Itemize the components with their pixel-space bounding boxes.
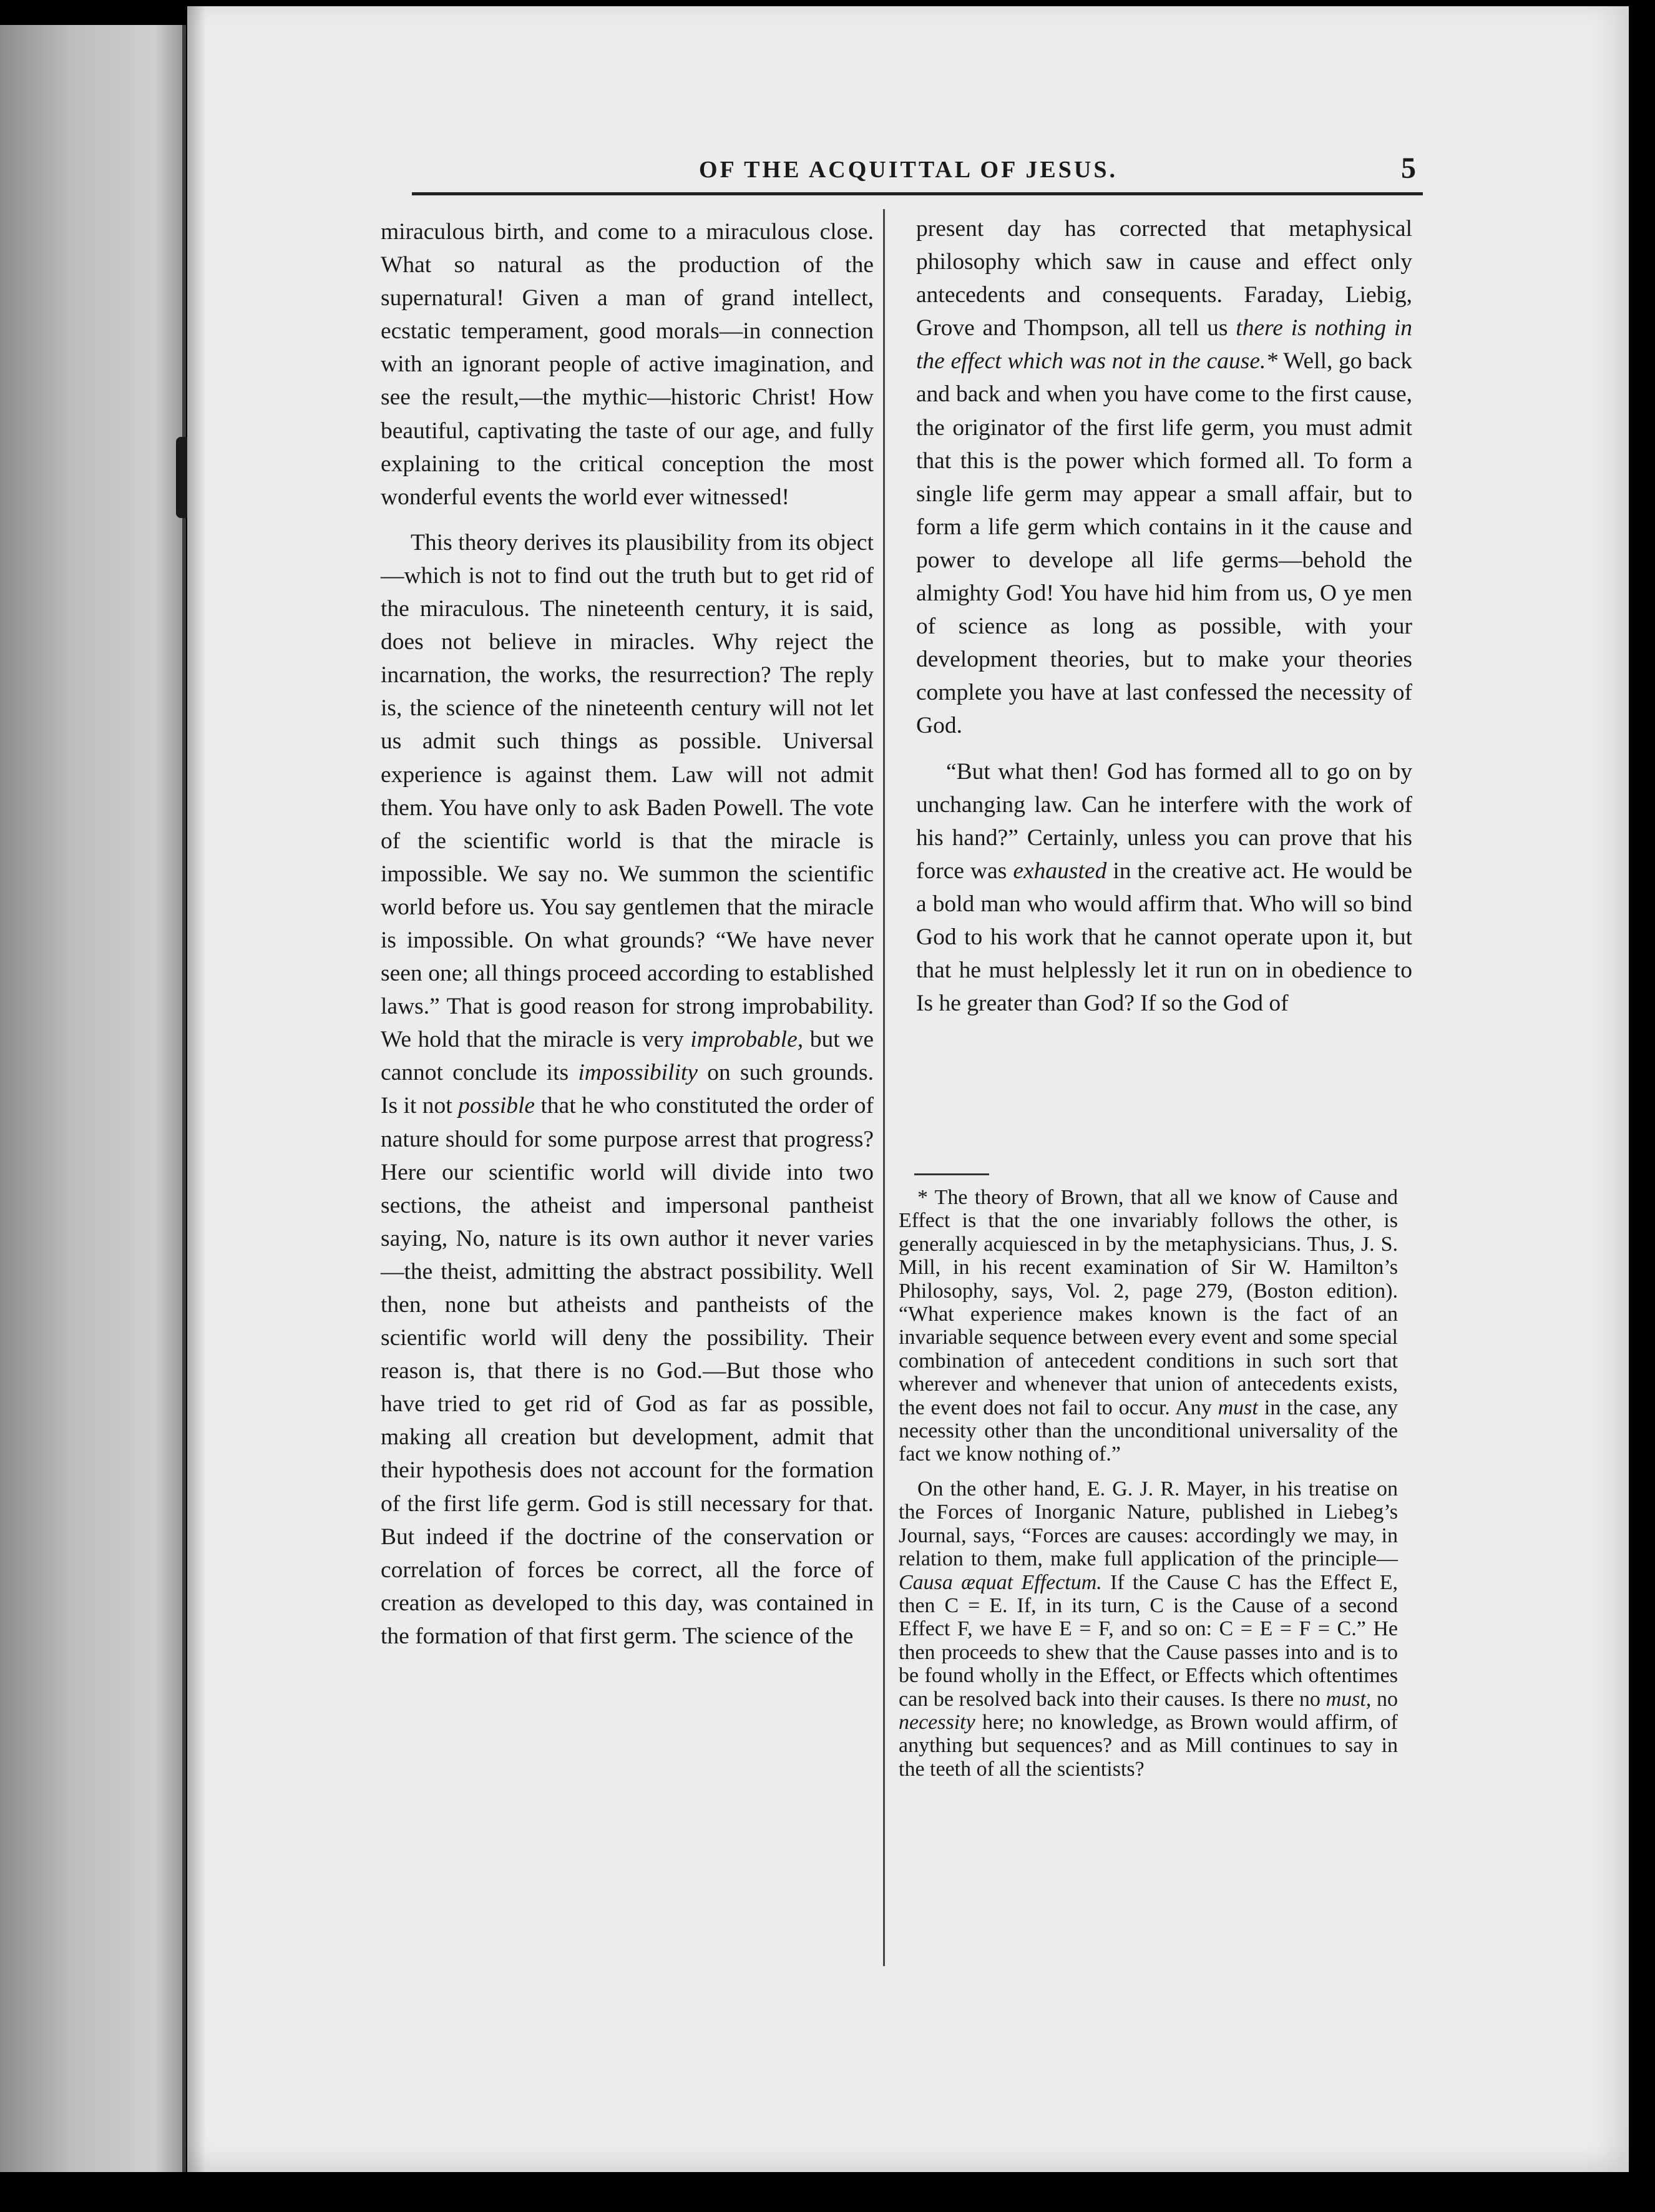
paragraph-text: that he who constituted the order of nature should for some purpose arrest that progress? Here our scientific world will divide into two sections, the atheist and impersonal pantheist saying, No, nature is its own author it never varies—the theist, admitting the abstract possibility. Well then, none but atheists and pantheists of the scientific world will deny the possibility. Their reason is, that there is no God.—But those who have tried to get rid of God as far as possible, making all creation but development, admit that their hypothesis does not account for the formation of the first life germ. God is still necessary for that. But indeed if the doctrine of the conservation or correlation of forces be correct, all the force of creation as developed to this day, was contained in the formation of that first germ. The science of the bbox=[381, 1093, 874, 1649]
column-divider bbox=[883, 209, 885, 1966]
italic-text: exhausted bbox=[1013, 858, 1107, 884]
paragraph-text: but we cannot conclude its bbox=[381, 1027, 874, 1086]
paragraph-text: miraculous birth, and come to a miraculous close. What so natural as the production of the supernatural! Given a man of grand intellect, ecstatic temperament, good morals—in connection with an ignorant people of active imagination, and see the result,—the mythic—historic Christ! How beautiful, captivating the taste of our age, and fully explaining to the critical conception the most wonderful events the world ever witnessed! bbox=[381, 219, 874, 510]
header-rule bbox=[412, 192, 1423, 195]
italic-text: possible bbox=[458, 1093, 535, 1119]
footnote-text: here; no knowledge, as Brown would affirm, of anything but sequences? and as Mill continues to say in the teeth of all the scientists? bbox=[899, 1710, 1398, 1781]
footnote bbox=[899, 1477, 1398, 1781]
footnote-text: no bbox=[1377, 1687, 1399, 1711]
paragraph bbox=[916, 755, 1412, 1020]
paragraph-text: present day has corrected that metaphysical philosophy which saw in cause and effect only antecedents and consequents. Faraday, Liebig, Grove and Thompson, all tell us bbox=[916, 216, 1412, 341]
footnote-text: On the other hand, E. G. J. R. Mayer, in his treatise on the Forces of Inorganic Nature, published in Liebeg’s Journal, says, “Forces are causes: accordingly we may, in relation to them, make full application of the principle— bbox=[899, 1477, 1398, 1571]
gutter-shadow bbox=[187, 6, 206, 2172]
paragraph-text: “But what then! God has formed all to go on by unchanging law. Can he interfere with the work of his hand?” Certainly, unless you can prove that his force was bbox=[916, 758, 1412, 884]
footnote-text: If the Cause C has the Effect E, then C = E. If, in its turn, C is the Cause of a second Effect F, we have E = F, and so on: C = E = F = C.” He then proceeds to shew that the Cause passes into and is to be found wholly in the Effect, or Effects which oftentimes can be resolved back into their causes. Is there no bbox=[899, 1570, 1398, 1711]
paragraph bbox=[916, 212, 1412, 743]
paragraph-text: on such grounds. Is it not bbox=[381, 1060, 874, 1119]
paragraph-text: This theory derives its plausibility from its object—which is not to find out the truth but to get rid of the miraculous. The nineteenth century, it is said, does not believe in miracles. Why reject the incarnation, the works, the resurrection? The reply is, the science of the nineteenth century will not let us admit such things as possible. Universal experience is against them. Law will not admit them. You have only to ask Baden Powell. The vote of the scientific world is that the miracle is impossible. We say no. We summon the scientific world before us. You say gentlemen that the miracle is impossible. On what grounds? “We have never seen one; all things proceed according to established laws.” That is good reason for strong improbability. We hold that the miracle is very bbox=[381, 529, 874, 1053]
footnote-text: in the case, any necessity other than the unconditional universality of the fact we know nothing of.” bbox=[899, 1396, 1398, 1466]
previous-page-edge bbox=[0, 25, 186, 2172]
italic-text: must, bbox=[1325, 1687, 1372, 1711]
running-head: OF THE ACQUITTAL OF JESUS. bbox=[699, 157, 1118, 183]
italic-text: Causa æquat Effectum. bbox=[899, 1570, 1102, 1594]
italic-text: improbable, bbox=[690, 1027, 804, 1053]
footnote-rule bbox=[914, 1173, 989, 1175]
italic-text: impossibility bbox=[578, 1060, 698, 1086]
italic-text: necessity bbox=[899, 1710, 975, 1734]
italic-text: there is nothing in the effect which was not in the cause.* bbox=[916, 315, 1412, 374]
footnotes bbox=[899, 1186, 1398, 1781]
paragraph-text: Well, go back and back and when you have come to the first cause, the originator of the first life germ, you must admit that this is the power which formed all. To form a single life germ may appear a small affair, but to form a life germ which contains in it the cause and power to develope all life germs—behold the almighty God! You have hid him from us, O ye men of science as long as possible, with your development theories, but to make your theories complete you have at last confessed the necessity of God. bbox=[916, 348, 1413, 739]
paragraph bbox=[381, 526, 874, 1653]
left-column bbox=[381, 215, 874, 1653]
paragraph-text: in the creative act. He would be a bold man who would affirm that. Who will so bind God to his work that he cannot operate upon it, but that he must helplessly let it run on in obedience to Is he greater than God? If so the God of bbox=[916, 858, 1413, 1017]
italic-text: must bbox=[1218, 1396, 1258, 1419]
footnote-text: * The theory of Brown, that all we know of Cause and Effect is that the one invariably follows the other, is generally acquiesced in by the metaphysicians. Thus, J. S. Mill, in his recent examination of Sir W. Hamilton’s Philosophy, says, Vol. 2, page 279, (Boston edition). “What experience makes known is the fact of an invariable sequence between every event and some special combination of antecedent conditions in such sort that wherever and whenever that union of antecedents exists, the event does not fail to occur. Any bbox=[899, 1186, 1398, 1419]
page-number: 5 bbox=[1401, 152, 1416, 185]
paragraph bbox=[381, 215, 874, 514]
right-column bbox=[916, 212, 1412, 1020]
footnote bbox=[899, 1186, 1398, 1466]
